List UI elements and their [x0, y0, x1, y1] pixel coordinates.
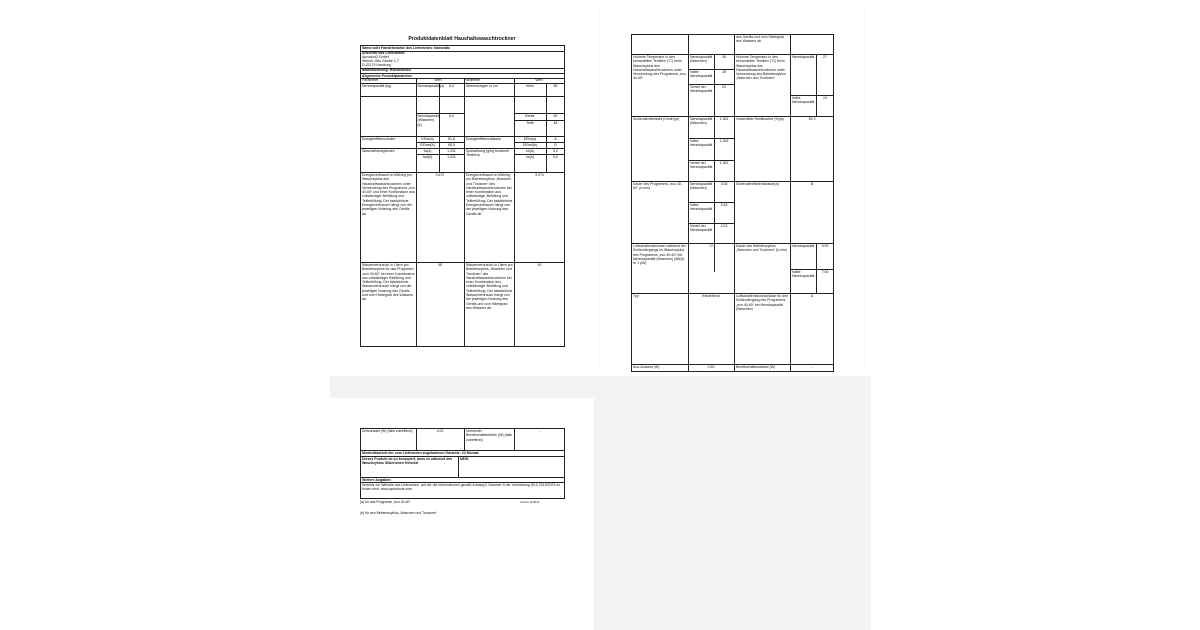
spin-speed-rated-value: 1.351: [719, 117, 729, 121]
max-temp-rated-label: Nennkapazität (Waschen): [690, 55, 713, 64]
document-page-2: [600, 3, 864, 376]
washing-index-iw-label: Iw(a): [423, 149, 432, 153]
water-consumption-eco-value: 48: [438, 263, 442, 267]
networked-standby-value: -: [538, 429, 541, 433]
column-header-parameter-2: Parameter: [464, 78, 481, 83]
rated-capacity-dry-value: 6,0: [449, 114, 454, 118]
spin-efficiency-class-value: B: [810, 182, 814, 186]
eco-duration-rated-label: Nennkapazität (Waschen): [690, 182, 713, 191]
eei-washdry-label: EEIwd(b): [420, 142, 435, 147]
washdry-duration-rated-value: 9:30: [821, 244, 829, 248]
washdry-duration-half-value: 7:00: [821, 270, 829, 274]
max-temp-washdry-half-value: 24: [823, 96, 827, 100]
eco-duration-half-value: 2:46: [720, 203, 728, 207]
washing-index-label: Waschleistungsindex: [362, 149, 395, 153]
column-header-value: Wert: [434, 78, 442, 83]
spin-speed-quarter-value: 1.351: [719, 161, 729, 165]
document-page-3: [330, 398, 594, 630]
height-label: Höhe: [525, 84, 535, 88]
washing-index-iwd-label: Iwd(b): [422, 154, 433, 159]
spin-efficiency-class-label: Schleudereffizienzklasse(a): [736, 182, 779, 186]
further-info-label: Weitere Angaben:: [362, 477, 392, 482]
viewer-background-left: [330, 376, 594, 398]
max-temp-washdry-half-label: halbe Nennkapazität: [792, 96, 815, 105]
washdry-duration-label: Dauer des Betriebszyklus „Waschen und Trocknen“ (h:min): [736, 244, 787, 253]
washing-index-iw-value: 1,031: [447, 149, 456, 153]
rinsing-wash-value: 5,0: [553, 149, 558, 153]
energy-consumption-eco-value: 0,672: [435, 173, 445, 177]
spin-speed-label: Schleuderdrehzahl (U/min)(a): [633, 117, 679, 121]
eco-duration-rated-value: 3:38: [720, 182, 728, 186]
rinsing-washdry-label: Iw(b): [526, 154, 534, 159]
delay-start-label: Zeitvorwahl (W) (falls zutreffend): [362, 429, 413, 433]
energy-class-wash-label: EEIw(a): [523, 137, 537, 141]
max-temp-eco-label: Höchste Temperatur in den behandelten Textilien (°C) beim Waschzyklus des Haushaltswaschtrockners unter Verwendung des Programms „eco 40-60“: [633, 55, 686, 81]
depth-value: 48: [553, 121, 558, 125]
sheet-title: Produktdatenblatt Haushaltswaschtrockner: [408, 36, 516, 42]
width-value: 60: [553, 114, 558, 118]
rated-capacity-wash-value: 8,0: [449, 84, 454, 88]
water-consumption-washdry-label: Wasserverbrauch in Litern pro Betriebszyklus „Waschen und Trocknen“ des Haushaltswaschtrockners bei einer Kombination aus vollständiger Befüllung und Teilbefüllung. Der tatsächliche Wasserverbrauch hängt von der jeweiligen Nutzung des Geräts und vom Härtegrad des Wassers ab.: [466, 263, 513, 310]
supplier-name: Name oder Handelsmarke des Lieferanten: hanseatic: [362, 45, 451, 50]
rated-capacity-dry-label: Nennkapazität (Waschen)(b): [417, 114, 440, 127]
energy-class-label: Energieeffizienzklasse: [466, 137, 501, 141]
depth-label: Tiefe: [526, 121, 534, 125]
max-temp-half-label: halbe Nennkapazität: [690, 70, 713, 79]
residual-moisture-label: Gewichtete Restfeuchte (%)(a): [736, 117, 784, 121]
off-mode-label: Aus-Zustand (W): [633, 365, 660, 369]
energy-consumption-eco-label: Energieverbrauch in kWh/kg pro Waschzyklus des Haushaltswaschtrockners unter Verwendung des Programms „eco 40-60“ und einer Kombination aus vollständiger Befüllung und Teilbefüllung. Der tatsächliche Energieverbrauch hängt von der jeweiligen Nutzung des Geräts ab.: [362, 173, 415, 216]
energy-efficiency-index-label: Energieeffizienzindex: [362, 137, 396, 141]
dimensions-label: Abmessungen in cm: [466, 84, 498, 88]
spin-speed-half-value: 1.353: [719, 139, 729, 143]
supplier-city: D-22179 Hamburg: [362, 63, 391, 67]
supplier-street: Werner-Otto-Straße 1-7: [362, 59, 399, 63]
width-label: Breite: [525, 114, 535, 118]
eco-duration-label: Dauer des Programms „eco 40-60“ (h:min): [633, 182, 683, 191]
silver-ions-value: NEIN: [460, 457, 469, 461]
footnote-a: (a) für das Programm „eco 40-60“: [360, 500, 411, 504]
rinsing-label: Spülwirkung (g/kg trockener Textilien): [466, 149, 510, 158]
residual-moisture-value: 53,9: [808, 117, 816, 121]
spin-speed-rated-label: Nennkapazität (Waschen): [690, 117, 713, 126]
water-consumption-eco-label: Wasserverbrauch in Litern pro Betriebszyklus für das Programm „eco 40-60“ bei einer Kombination aus vollständiger Befüllung und Teilbefüllung. Der tatsächliche Wasserverbrauch hängt von der jeweiligen Nutzung des Geräts und vom Härtegrad des Wassers ab.: [362, 263, 415, 302]
max-temp-washdry-rated-label: Nennkapazität: [792, 55, 815, 59]
energy-class-washdry-value: D: [554, 142, 557, 147]
general-params-heading: Allgemeine Produktparameter:: [362, 73, 413, 78]
type-label: Typ: [633, 294, 639, 298]
version-note: Version 12.08.21: [520, 501, 540, 504]
energy-class-washdry-label: EEIwd(b): [522, 142, 538, 147]
noise-class-value: A: [810, 294, 814, 298]
carryover-text: des Geräts und vom Härtegrad des Wassers ab.: [736, 35, 785, 44]
rinsing-wash-label: Iw(a): [526, 149, 534, 153]
column-header-value-2: Wert: [535, 78, 543, 83]
column-header-parameter: Parameter: [362, 78, 379, 83]
off-mode-value: 0,50: [707, 365, 715, 369]
supplier-company: Aproduct2 GmbH: [362, 55, 390, 59]
energy-consumption-washdry-label: Energieverbrauch in kWh/kg pro Betriebszyklus „Waschen und Trocknen“ des Haushaltswaschtrockners bei einer Kombination aus vollständiger Befüllung und Teilbefüllung. Der tatsächliche Energieverbrauch hängt von der jeweiligen Nutzung des Geräts ab.: [466, 173, 513, 216]
spin-speed-half-label: halbe Nennkapazität: [690, 139, 713, 148]
supplier-address-label: Anschrift des Lieferanten:: [362, 51, 406, 55]
networked-standby-label: Vernetzter Bereitschaftsbetrieb (W) (falls zutreffend): [466, 429, 512, 442]
max-temp-quarter-value: 24: [722, 85, 726, 89]
max-temp-rated-value: 36: [722, 55, 726, 59]
airborne-noise-label: Luftschallemissionen während der Schleudergangs im Waschzyklus des Programms „eco 40-60“ bei Nennkapazität (Waschen) (dB(A) re 1 pW): [633, 244, 686, 266]
type-value: freistehend: [702, 294, 720, 298]
noise-class-label: Luftschallemissionsklasse für den Schleudergang des Programms „eco 40-60“ bei Nennkapazität (Waschen): [736, 294, 789, 311]
max-temp-washdry-label: Höchste Temperatur in den behandelten Textilien (°C) beim Waschzyklus des Haushaltswaschtrockners unter Verwendung des Betriebszyklus „Waschen und Trocknen“: [736, 55, 786, 81]
footnote-b: (b) für den Betriebszyklus „Waschen und Trocknen“: [360, 511, 438, 515]
max-temp-washdry-rated-value: 27: [823, 55, 827, 59]
model-identifier: Modellkennung: HWD8060AD: [362, 68, 412, 72]
washing-index-iwd-value: 1,031: [447, 154, 456, 159]
rated-capacity-label: Nennkapazität (kg): [362, 84, 392, 88]
document-page-1: [330, 0, 594, 376]
delay-start-value: 4,00: [436, 429, 444, 433]
energy-consumption-washdry-value: 3,074: [535, 173, 544, 177]
rinsing-washdry-value: 5,0: [553, 154, 558, 159]
silver-ions-label: Dieses Produkt ist so konzipiert, dass es während des Waschzyklus Silberionen freisetzt: [362, 457, 453, 466]
washdry-duration-rated-label: Nennkapazität: [792, 244, 815, 248]
washdry-duration-half-label: halbe Nennkapazität: [792, 270, 815, 279]
spin-speed-quarter-label: Viertel der Nennkapazität: [690, 161, 713, 170]
eei-washdry-value: 68,9: [448, 142, 455, 147]
airborne-noise-value: 72: [709, 244, 713, 248]
eei-wash-value: 51,8: [448, 137, 455, 141]
eco-duration-quarter-value: 2:22: [720, 224, 728, 228]
standby-label: Bereitschaftszustand (W): [736, 365, 776, 369]
energy-class-wash-value: A: [554, 137, 557, 141]
rated-capacity-wash-label: Nennkapazität(a): [417, 84, 445, 88]
height-value: 85: [553, 84, 558, 88]
max-temp-quarter-label: Viertel der Nennkapazität: [690, 85, 713, 94]
eco-duration-quarter-label: Viertel der Nennkapazität: [690, 224, 713, 233]
standby-value: -: [811, 365, 813, 369]
viewer-background-right: [594, 376, 871, 630]
eei-wash-label: EEIw(a): [421, 137, 434, 141]
water-consumption-washdry-value: 90: [537, 263, 542, 267]
eco-duration-half-label: halbe Nennkapazität: [690, 203, 713, 212]
warranty-text: Mindestlaufzeit der vom Lieferanten angebotenen Garantie: 24 Monate: [362, 450, 479, 455]
further-info-text: Weblink zur Website des Lieferanten, auf der die Informationen gemäß Anhang II Nummer 9 der Verordnung (EU) 2019/2023 zu finden sind: www.aproducts.com: [362, 483, 561, 492]
max-temp-half-value: 28: [722, 70, 726, 74]
